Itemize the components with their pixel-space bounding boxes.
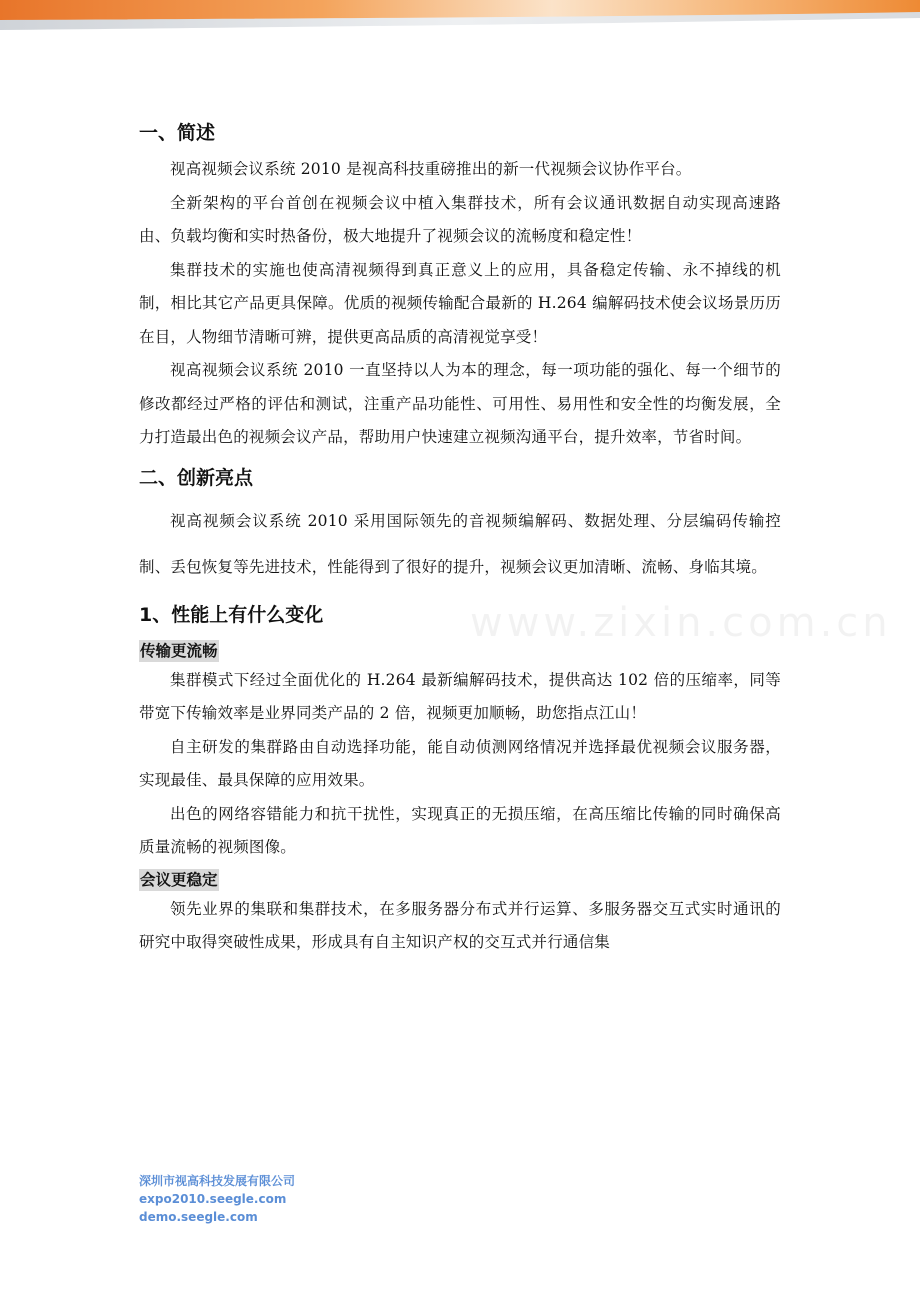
document-body [139, 118, 781, 960]
section-title-overview: 一、简述 [139, 122, 216, 144]
page-footer [139, 1172, 295, 1226]
paragraph: 集群模式下经过全面优化的 H.264 最新编解码技术，提供高达 102 倍的压缩率，同等带宽下传输效率是业界同类产品的 2 倍，视频更加顺畅，助您指点江山！ [139, 670, 781, 722]
highlighted-subheading: 传输更流畅 [140, 641, 218, 660]
paragraph: 出色的网络容错能力和抗干扰性，实现真正的无损压缩，在高压缩比传输的同时确保高质量流畅的视频图像。 [139, 804, 781, 856]
section-title-performance: 1、性能上有什么变化 [139, 603, 324, 626]
paragraph: 视高视频会议系统 2010 是视高科技重磅推出的新一代视频会议协作平台。 [170, 160, 692, 178]
section-title-highlights: 二、创新亮点 [139, 466, 254, 489]
paragraph: 视高视频会议系统 2010 一直坚持以人为本的理念，每一项功能的强化、每一个细节的修改都经过严格的评估和测试，注重产品功能性、可用性、易用性和安全性的均衡发展，全力打造最出色的视频会议产品，帮助用户快速建立视频沟通平台，提升效率，节省时间。 [139, 361, 781, 446]
paragraph: 全新架构的平台首创在视频会议中植入集群技术，所有会议通讯数据自动实现高速路由、负载均衡和实时热备份，极大地提升了视频会议的流畅度和稳定性！ [139, 193, 781, 245]
overview-section [139, 153, 781, 455]
footer-company: 深圳市视高科技发展有限公司 [139, 1174, 296, 1188]
paragraph: 集群技术的实施也使高清视频得到真正意义上的应用，具备稳定传输、永不掉线的机制，相比其它产品更具保障。优质的视频传输配合最新的 H.264 编解码技术使会议场景历历在目，人物细节清晰可辨，提供更高品质的高清视觉享受！ [139, 260, 781, 346]
paragraph: 自主研发的集群路由自动选择功能，能自动侦测网络情况并选择最优视频会议服务器，实现最佳、最具保障的应用效果。 [139, 737, 781, 789]
footer-link[interactable]: demo.seegle.com [139, 1210, 258, 1224]
subheading-smoother [139, 640, 781, 662]
paragraph: 领先业界的集联和集群技术，在多服务器分布式并行运算、多服务器交互式实时通讯的研究中取得突破性成果，形成具有自主知识产权的交互式并行通信集 [139, 899, 781, 951]
subheading-stable [139, 869, 781, 891]
footer-link[interactable]: expo2010.seegle.com [139, 1192, 287, 1206]
paragraph: 视高视频会议系统 2010 采用国际领先的音视频编解码、数据处理、分层编码传输控制、丢包恢复等先进技术，性能得到了很好的提升，视频会议更加清晰、流畅、身临其境。 [139, 511, 781, 576]
watermark: www.zixin.com.cn [470, 600, 892, 646]
header-decoration [0, 0, 920, 40]
highlighted-subheading: 会议更稳定 [140, 870, 218, 889]
